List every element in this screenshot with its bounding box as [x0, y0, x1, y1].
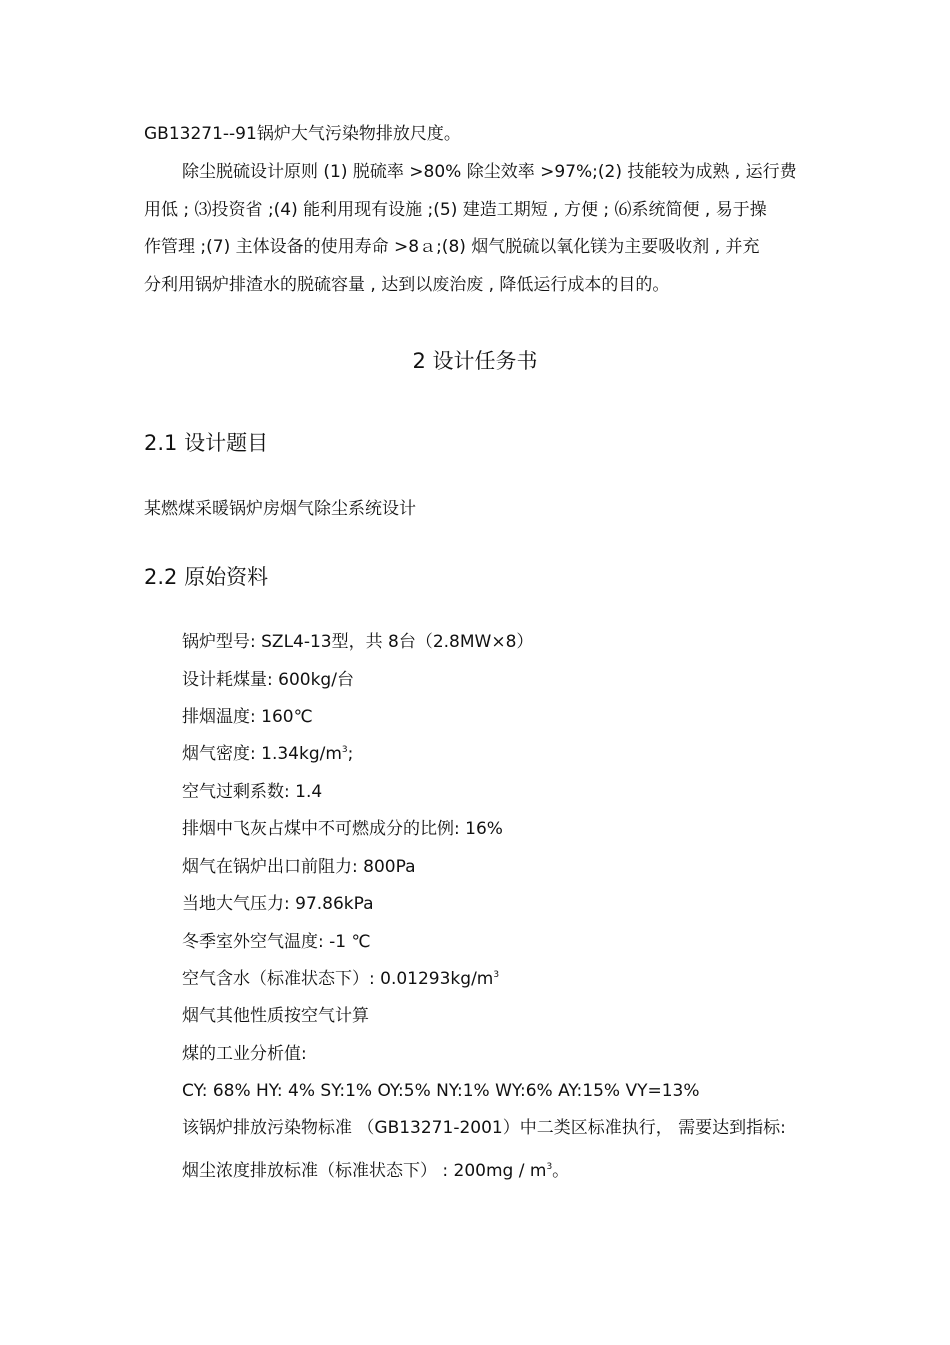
section-2-1-title: 2.1 设计题目: [144, 431, 269, 455]
intro-line-3: 用低 ; ⑶投资省 ;(4) 能利用现有设施 ;(5) 建造工期短 , 方便 ; ⑹系统简便 , 易于操: [144, 200, 767, 220]
density-tail: ;: [347, 744, 354, 764]
item-coal-analysis-values: CY: 68% HY: 4% SY:1% OY:5% NY:1% WY:6% AY:15% VY=13%: [182, 1081, 700, 1101]
section-2-2-title: 2.2 原始资料: [144, 565, 269, 589]
section-2-1-body: 某燃煤采暖锅炉房烟气除尘系统设计: [144, 499, 416, 519]
item-emission-standard: 该锅炉排放污染物标准 （GB13271-2001）中二类区标准执行， 需要达到指标:: [182, 1118, 786, 1138]
density-text: 烟气密度: 1.34kg/m: [182, 744, 342, 764]
item-excess-air: 空气过剩系数: 1.4: [182, 782, 323, 802]
item-flue-gas-density: [182, 743, 353, 765]
intro-line-1: GB13271--91锅炉大气污染物排放尺度。: [144, 124, 461, 144]
dust-tail: 。: [552, 1161, 570, 1181]
chapter-title: 2 设计任务书: [412, 349, 538, 373]
item-exhaust-temperature: 排烟温度: 160℃: [182, 707, 313, 727]
item-winter-temperature: 冬季室外空气温度: -1 ℃: [182, 932, 371, 952]
dust-superscript: 3: [546, 1162, 553, 1172]
item-fly-ash-ratio: 排烟中飞灰占煤中不可燃成分的比例: 16%: [182, 819, 503, 839]
item-air-moisture: [182, 968, 499, 990]
intro-line-4: 作管理 ;(7) 主体设备的使用寿命 >8ａ;(8) 烟气脱硫以氧化镁为主要吸收剂 , 并充: [144, 237, 760, 257]
intro-line-2: 除尘脱硫设计原则 (1) 脱硫率 >80% 除尘效率 >97%;(2) 技能较为成熟 , 运行费: [182, 162, 797, 182]
intro-line-5: 分利用锅炉排渣水的脱硫容量 , 达到以废治废 , 降低运行成本的目的。: [144, 275, 670, 295]
moisture-text: 空气含水（标准状态下）: 0.01293kg/m: [182, 969, 494, 989]
item-atmospheric-pressure: 当地大气压力: 97.86kPa: [182, 894, 374, 914]
item-coal-consumption: 设计耗煤量: 600kg/台: [182, 670, 354, 690]
moisture-superscript: 3: [493, 970, 500, 980]
item-other-properties: 烟气其他性质按空气计算: [182, 1006, 369, 1026]
item-dust-concentration: [182, 1160, 569, 1182]
item-outlet-resistance: 烟气在锅炉出口前阻力: 800Pa: [182, 857, 416, 877]
item-coal-analysis-label: 煤的工业分析值:: [182, 1044, 307, 1064]
item-boiler-model: 锅炉型号: SZL4-13型，共 8台（2.8MW×8）: [182, 632, 534, 652]
density-superscript: 3: [341, 745, 348, 755]
dust-text: 烟尘浓度排放标准（标准状态下） : 200mg / m: [182, 1161, 547, 1181]
